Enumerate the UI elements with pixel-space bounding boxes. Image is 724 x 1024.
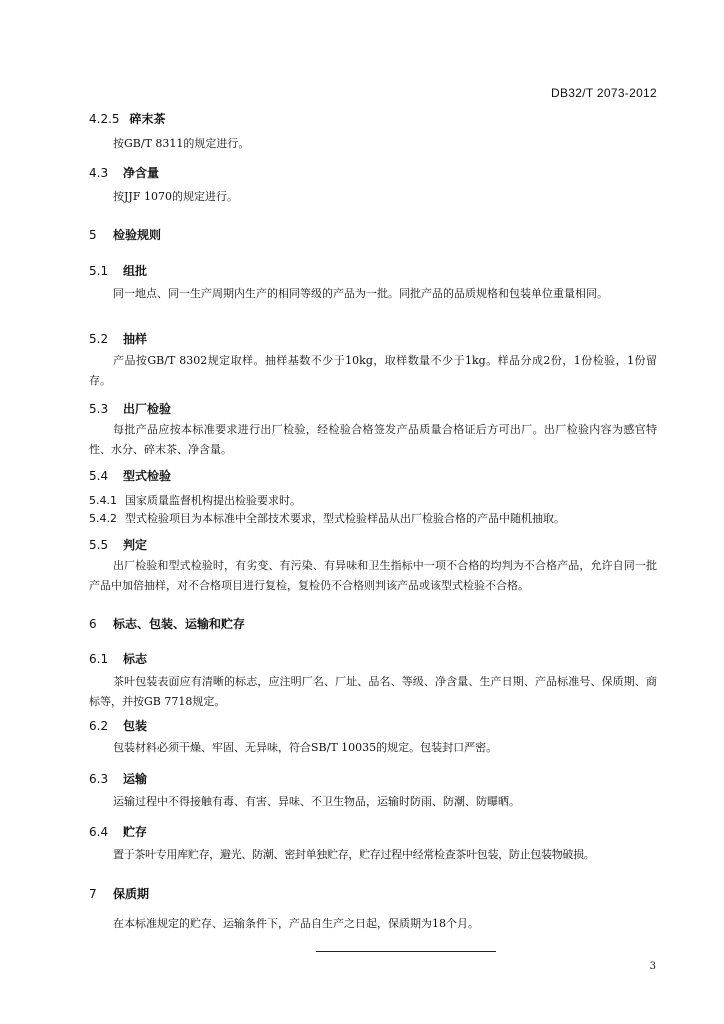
chapter-heading-5 <box>89 226 161 243</box>
paragraph-5-2: 产品按GB/T 8302规定取样。抽样基数不少于10kg，取样数量不少于1kg。样品分成2份，1份检验，1份留存。 <box>89 354 657 387</box>
section-number: 5.5 <box>89 538 109 552</box>
section-number: 6.2 <box>89 719 109 733</box>
item-number: 5.4.1 <box>89 494 117 507</box>
section-title: 判定 <box>123 538 148 552</box>
section-number: 5.3 <box>89 402 109 416</box>
paragraph-7: 在本标准规定的贮存、运输条件下，产品自生产之日起，保质期为18个月。 <box>113 917 479 930</box>
section-heading-4-2-5 <box>89 110 166 127</box>
paragraph-6-1: 茶叶包装表面应有清晰的标志，应注明厂名、厂址、品名、等级、净含量、生产日期、产品标准号、保质期、商标等，并按GB 7718规定。 <box>89 675 657 708</box>
section-heading-6-4 <box>89 823 147 840</box>
section-title: 标志 <box>123 652 148 666</box>
section-title: 碎末茶 <box>129 112 166 126</box>
section-title: 净含量 <box>123 166 160 180</box>
section-heading-5-2 <box>89 330 147 347</box>
chapter-heading-7 <box>89 885 149 902</box>
section-number: 6.4 <box>89 825 109 839</box>
section-heading-5-5 <box>89 536 147 553</box>
chapter-number: 5 <box>89 228 97 242</box>
section-number: 5.4 <box>89 469 109 483</box>
section-heading-5-3 <box>89 400 171 417</box>
section-title: 运输 <box>123 772 148 786</box>
list-item-5-4-2 <box>89 510 565 526</box>
paragraph-5-1: 同一地点、同一生产周期内生产的相同等级的产品为一批。同批产品的品质规格和包装单位重量相同。 <box>113 287 608 300</box>
item-text: 型式检验项目为本标准中全部技术要求，型式检验样品从出厂检验合格的产品中随机抽取。 <box>125 512 565 525</box>
section-title: 出厂检验 <box>123 402 172 416</box>
paragraph-5-3: 每批产品应按本标准要求进行出厂检验，经检验合格签发产品质量合格证后方可出厂。出厂检验内容为感官特性、水分、碎末茶、净含量。 <box>89 423 657 456</box>
section-number: 6.1 <box>89 652 109 666</box>
chapter-title: 标志、包装、运输和贮存 <box>113 617 246 631</box>
footer-divider <box>316 951 496 952</box>
chapter-number: 6 <box>89 617 97 631</box>
paragraph-4-3: 按JJF 1070的规定进行。 <box>113 190 238 203</box>
chapter-heading-6 <box>89 615 245 632</box>
section-heading-6-2 <box>89 717 147 734</box>
item-text: 国家质量监督机构提出检验要求时。 <box>125 494 301 507</box>
section-title: 包装 <box>123 719 148 733</box>
section-number: 4.2.5 <box>89 112 120 126</box>
paragraph-4-2-5: 按GB/T 8311的规定进行。 <box>113 137 250 150</box>
section-number: 5.2 <box>89 332 109 346</box>
paragraph-5-5: 出厂检验和型式检验时，有劣变、有污染、有异味和卫生指标中一项不合格的均判为不合格产品，允许自同一批产品中加倍抽样，对不合格项目进行复检，复检仍不合格则判该产品或该型式检验不合格。 <box>89 559 657 592</box>
document-code: DB32/T 2073-2012 <box>551 86 657 100</box>
paragraph-6-4: 置于茶叶专用库贮存，避光、防潮、密封单独贮存，贮存过程中经常检查茶叶包装，防止包装物破损。 <box>113 848 595 861</box>
section-title: 组批 <box>123 264 148 278</box>
chapter-number: 7 <box>89 887 97 901</box>
list-item-5-4-1 <box>89 492 301 508</box>
paragraph-6-3: 运输过程中不得接触有毒、有害、异味、不卫生物品，运输时防雨、防潮、防曝晒。 <box>113 795 520 808</box>
chapter-title: 保质期 <box>113 887 150 901</box>
section-number: 4.3 <box>89 166 109 180</box>
section-number: 5.1 <box>89 264 109 278</box>
paragraph-6-2: 包装材料必须干燥、牢固、无异味，符合SB/T 10035的规定。包装封口严密。 <box>113 741 498 754</box>
section-heading-5-4 <box>89 467 171 484</box>
item-number: 5.4.2 <box>89 512 117 525</box>
chapter-title: 检验规则 <box>113 228 162 242</box>
section-title: 抽样 <box>123 332 148 346</box>
section-title: 贮存 <box>123 825 148 839</box>
section-number: 6.3 <box>89 772 109 786</box>
section-heading-6-1 <box>89 650 147 667</box>
section-heading-5-1 <box>89 262 147 279</box>
section-heading-6-3 <box>89 770 147 787</box>
section-title: 型式检验 <box>123 469 172 483</box>
page-number: 3 <box>649 961 656 972</box>
section-heading-4-3 <box>89 164 159 181</box>
